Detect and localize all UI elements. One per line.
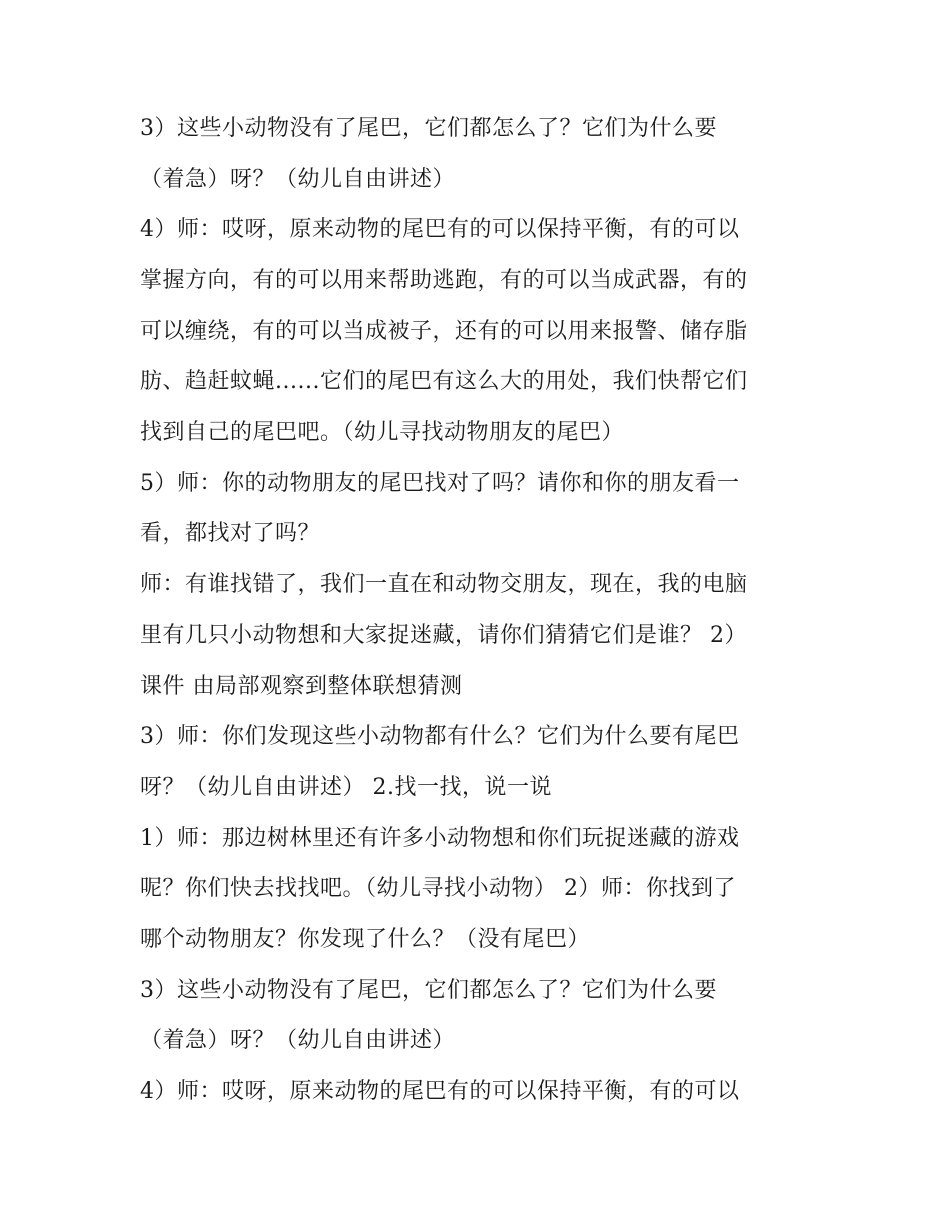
text-line: 3）师：你们发现这些小动物都有什么？它们为什么要有尾巴 xyxy=(140,724,740,749)
text-line: 肪、趋赶蚊蝇......它们的尾巴有这么大的用处，我们快帮它们 xyxy=(140,369,748,394)
text-line: 呀？（幼儿自由讲述） 2.找一找，说一说 xyxy=(140,775,552,800)
text-line: 找到自己的尾巴吧。（幼儿寻找动物朋友的尾巴） xyxy=(140,420,625,445)
text-line: 3）这些小动物没有了尾巴，它们都怎么了？它们为什么要 xyxy=(140,978,717,1003)
text-line: 1）师：那边树林里还有许多小动物想和你们玩捉迷藏的游戏 xyxy=(140,826,740,851)
text-line: 可以缠绕，有的可以当成被子，还有的可以用来报警、储存脂 xyxy=(140,319,748,344)
text-line: 呢？你们快去找找吧。（幼儿寻找小动物） 2）师：你找到了 xyxy=(140,876,736,901)
text-line: 掌握方向，有的可以用来帮助逃跑，有的可以当成武器，有的 xyxy=(140,268,748,293)
text-line: 课件 由局部观察到整体联想猜测 xyxy=(140,674,463,699)
text-line: 看，都找对了吗？ xyxy=(140,521,321,546)
text-line: （着急）呀？（幼儿自由讲述） xyxy=(140,1028,456,1053)
text-line: 师：有谁找错了，我们一直在和动物交朋友，现在，我的电脑 xyxy=(140,572,748,597)
text-line: （着急）呀？（幼儿自由讲述） xyxy=(140,167,456,192)
text-line: 哪个动物朋友？你发现了什么？（没有尾巴） xyxy=(140,927,591,952)
text-line: 里有几只小动物想和大家捉迷藏，请你们猜猜它们是谁？ 2） xyxy=(140,623,747,648)
text-line: 4）师：哎呀，原来动物的尾巴有的可以保持平衡，有的可以 xyxy=(140,217,740,242)
text-line: 4）师：哎呀，原来动物的尾巴有的可以保持平衡，有的可以 xyxy=(140,1079,740,1104)
text-line: 5）师：你的动物朋友的尾巴找对了吗？请你和你的朋友看一 xyxy=(140,471,740,496)
text-line: 3）这些小动物没有了尾巴，它们都怎么了？它们为什么要 xyxy=(140,116,717,141)
